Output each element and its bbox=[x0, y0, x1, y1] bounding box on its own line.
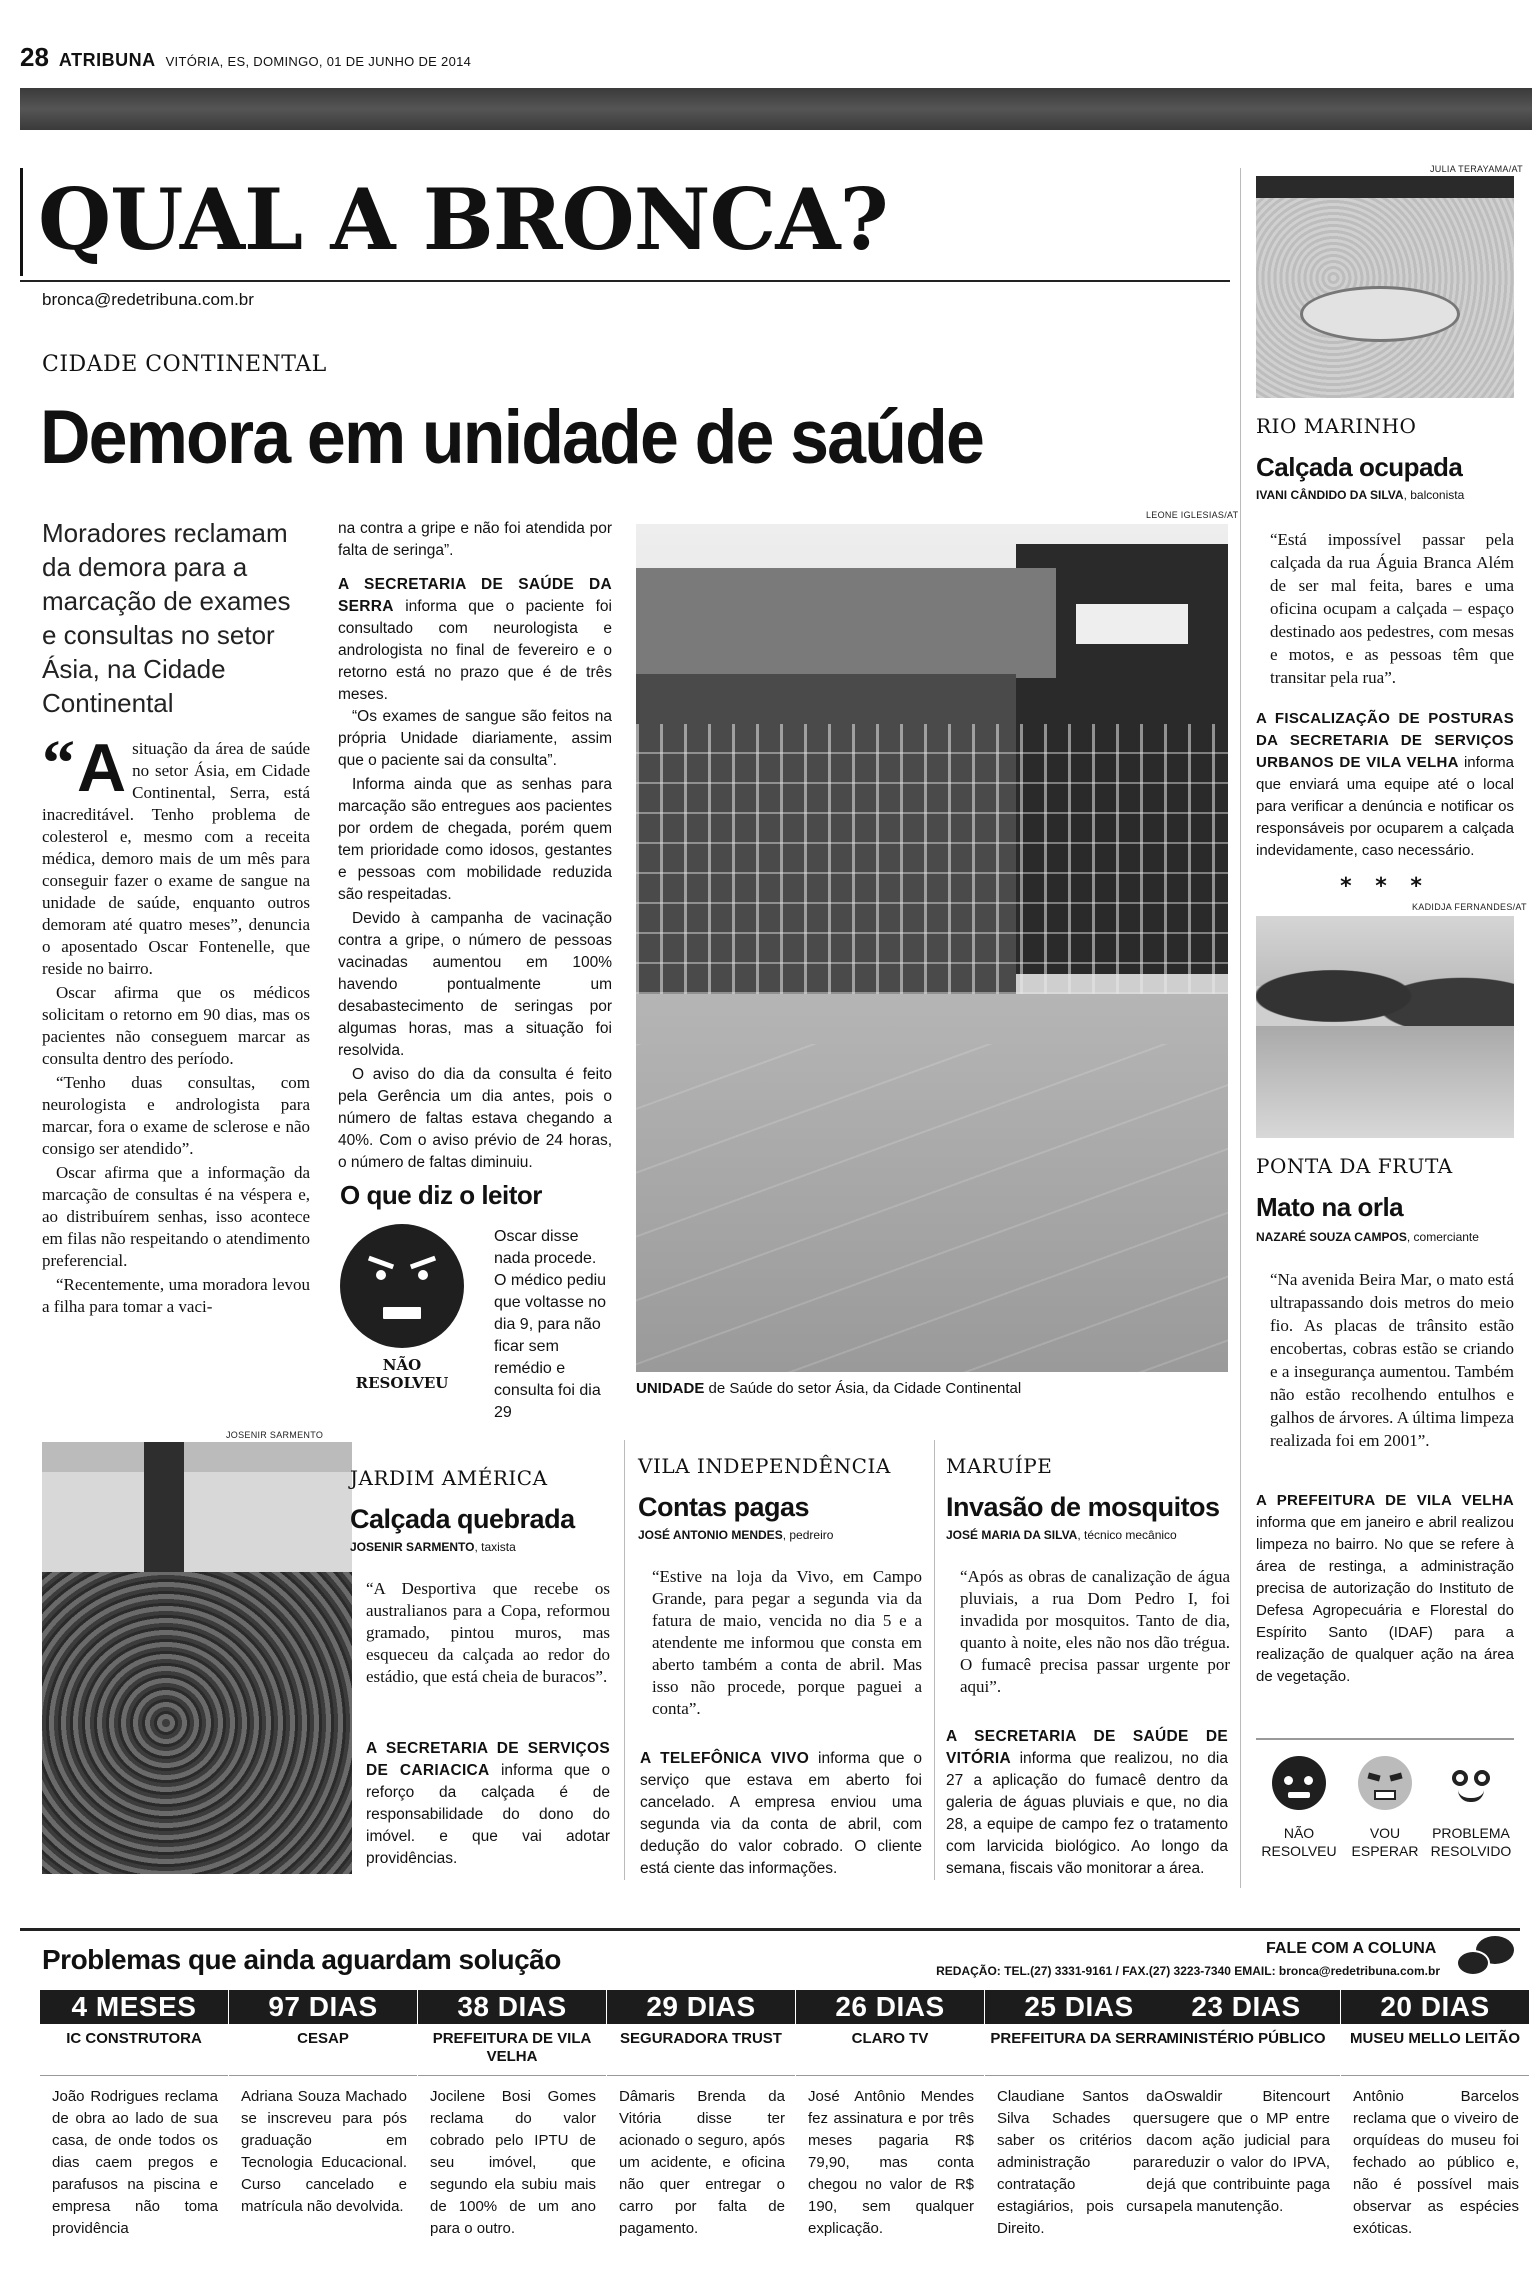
maruipe-lead: A SECRETARIA DE SAÚDE DE VITÓRIA bbox=[946, 1728, 1228, 1767]
main-headline: Demora em unidade de saúde bbox=[40, 395, 983, 480]
legend-label-wait: VOU ESPERAR bbox=[1351, 1825, 1419, 1859]
problem-days: 38 DIAS bbox=[418, 1990, 606, 2024]
problem-text: João Rodrigues reclama de obra ao lado de sua casa, de onde todos os dias caem pregos e parafusos na piscina e empresa não toma providência bbox=[52, 2088, 218, 2237]
col1-first-paragraph: “ A situação da área de saúde no setor Ásia, em Cidade Continental, Serra, está inacreditável. Tenho problema de colesterol e, mesmo com a receita médica, demoro mais de um mês para conseguir fazer o exame de sangue na unidade de saúde, enquanto outros demoram até quatro meses”, denuncia o aposentado Oscar Fontenelle, que reside no bairro. bbox=[42, 727, 310, 978]
vila-lead: A TELEFÔNICA VIVO bbox=[640, 1750, 810, 1767]
side2-byline: NAZARÉ SOUZA CAMPOS, comerciante bbox=[1256, 1230, 1479, 1244]
main-photo bbox=[636, 524, 1228, 1372]
side2-photo-credit: KADIDJA FERNANDES/AT bbox=[1412, 902, 1527, 912]
problem-days: 25 DIAS bbox=[985, 1990, 1173, 2024]
reader-text: Oscar disse nada procede. O médico pediu que voltasse no dia 9, para não ficar sem remédio e consulta foi dia 29 bbox=[494, 1228, 607, 1421]
side1-section: RIO MARINHO bbox=[1256, 414, 1417, 438]
jardim-lead: A SECRETARIA DE SERVIÇOS DE CARIACICA bbox=[366, 1740, 610, 1779]
column-email: bronca@redetribuna.com.br bbox=[42, 290, 254, 309]
problem-days: 97 DIAS bbox=[229, 1990, 417, 2024]
wait-legend-icon bbox=[1358, 1756, 1412, 1810]
vila-byline: JOSÉ ANTONIO MENDES, pedreiro bbox=[638, 1528, 834, 1542]
reader-title: O que diz o leitor bbox=[340, 1180, 542, 1210]
footer-rule bbox=[20, 1928, 1520, 1931]
not-resolved-legend-icon bbox=[1272, 1756, 1326, 1810]
jardim-photo bbox=[42, 1442, 352, 1874]
main-photo-caption: UNIDADE de Saúde do setor Ásia, da Cidade Continental bbox=[636, 1380, 1022, 1397]
side2-section: PONTA DA FRUTA bbox=[1256, 1154, 1453, 1178]
problem-column bbox=[985, 1990, 1173, 2240]
page-header bbox=[20, 42, 620, 72]
side1-quote: “Está impossível passar pela calçada da rua Águia Branca Além de ser mal feita, bares e uma oficina ocupam a calçada – espaço destinado aos pedestres, com mesas e motos, e as pessoas têm que transitar pela rua”. bbox=[1270, 530, 1514, 687]
side2-response: A PREFEITURA DE VILA VELHA informa que em janeiro e abril realizou limpeza no bairro. No que se refere à área de restinga, a administração precisa de autorização do Instituto de Defesa Agropecuária e Florestal do Espírito Santo (IDAF) para a realização de qualquer ação na área de vegetação. bbox=[1256, 1492, 1514, 1685]
problem-column bbox=[796, 1990, 984, 2240]
problem-org: MUSEU MELLO LEITÃO bbox=[1341, 2024, 1529, 2076]
problem-text: Adriana Souza Machado se inscreveu para pós graduação em Tecnologia Educacional. Curso cancelado e matrícula não devolvida. bbox=[241, 2088, 407, 2215]
problem-column bbox=[1341, 1990, 1529, 2240]
jardim-title: Calçada quebrada bbox=[350, 1504, 575, 1534]
side2-quote: “Na avenida Beira Mar, o mato está ultrapassando dois metros do meio fio. As placas de trânsito estão encobertas, cobras estão se criando e a insegurança aumentou. Também não estão recolhendo entulhos e galhos de árvores. A última limpeza realizada foi em 2001”. bbox=[1270, 1270, 1514, 1450]
main-section: CIDADE CONTINENTAL bbox=[42, 352, 327, 377]
chat-bubbles-icon bbox=[1456, 1936, 1516, 1982]
problem-column bbox=[607, 1990, 795, 2240]
problem-org: MINISTÉRIO PÚBLICO bbox=[1152, 2024, 1340, 2076]
header-bar bbox=[20, 88, 1532, 130]
problem-text: José Antônio Mendes fez assinatura e por três meses pagaria R$ 79,90, mas conta chegou no valor de R$ 190, sem qualquer explicação. bbox=[808, 2088, 974, 2237]
problem-org: IC CONSTRUTORA bbox=[40, 2024, 228, 2076]
problem-days: 23 DIAS bbox=[1152, 1990, 1340, 2024]
side2-photo bbox=[1256, 916, 1514, 1138]
problem-org: CESAP bbox=[229, 2024, 417, 2076]
jardim-photo-credit: JOSENIR SARMENTO bbox=[226, 1430, 324, 1440]
problem-column bbox=[1152, 1990, 1340, 2218]
jardim-quote: “A Desportiva que recebe os australianos para a Copa, reformou gramado, pintou muros, mas esqueceu da calçada ao redor do estádio, que está cheia de buracos”. bbox=[366, 1579, 610, 1686]
legend-rule bbox=[1256, 1738, 1514, 1740]
main-deck: Moradores reclamam da demora para a marcação de exames e consultas no setor Ásia, na Cidade Continental bbox=[42, 518, 291, 718]
page-number: 28 bbox=[20, 42, 49, 72]
col2-paragraph: na contra a gripe e não foi atendida por falta de seringa”. bbox=[338, 520, 612, 559]
vila-response: A TELEFÔNICA VIVO informa que o serviço que estava em aberto foi cancelado. A empresa enviou uma segunda via da conta de abril, com dedução do valor cobrado. O cliente está ciente das informações. bbox=[640, 1750, 923, 1877]
side1-photo-credit: JULIA TERAYAMA/AT bbox=[1430, 164, 1523, 174]
problem-text: Oswaldir Bitencourt sugere que o MP entre com ação judicial para reduzir o valor do IPVA, já que contribuinte paga pela manutenção. bbox=[1164, 2088, 1330, 2215]
col2-paragraph: Devido à campanha de vacinação contra a gripe, o número de pessoas vacinadas aumentou em 100% havendo pontualmente um desabastecimento de seringas por algumas horas, mas a situação foi resolvida. bbox=[338, 910, 612, 1059]
maruipe-response: A SECRETARIA DE SAÚDE DE VITÓRIA informa que realizou, no dia 27 a aplicação do fumacê dentro da galeria de águas pluviais e que, no dia 28, a equipe de campo fez o tratamento com larvicida biológico. Ao longo da semana, fiscais vão monitorar a área. bbox=[946, 1728, 1228, 1877]
paper-name: ATRIBUNA bbox=[58, 50, 156, 70]
problem-org: PREFEITURA DE VILA VELHA bbox=[418, 2024, 606, 2076]
problem-column bbox=[40, 1990, 228, 2240]
col2-paragraph: Informa ainda que as senhas para marcação são entregues aos pacientes por ordem de chegada, porém quem tem prioridade como idosos, gestantes e pessoas com mobilidade reduzida são respeitadas. bbox=[338, 776, 612, 903]
jardim-byline: JOSENIR SARMENTO, taxista bbox=[350, 1540, 516, 1554]
main-photo-credit: LEONE IGLESIAS/AT bbox=[1146, 510, 1239, 520]
not-resolved-face-icon bbox=[340, 1224, 464, 1348]
side1-response: A FISCALIZAÇÃO DE POSTURAS DA SECRETARIA DE SERVIÇOS URBANOS DE VILA VELHA informa que enviará uma equipe até o local para verificar a denúncia e notificar os responsáveis por ocuparem a calçada indevidamente, caso necessário. bbox=[1256, 710, 1514, 859]
problem-days: 4 MESES bbox=[40, 1990, 228, 2024]
column-title: QUAL A BRONCA? bbox=[38, 170, 888, 269]
dropcap: A bbox=[77, 730, 127, 806]
vila-title: Contas pagas bbox=[638, 1492, 810, 1522]
vila-section: VILA INDEPENDÊNCIA bbox=[638, 1454, 891, 1478]
legend bbox=[1256, 1752, 1514, 1872]
resolved-legend-icon bbox=[1444, 1756, 1498, 1810]
main-col1 bbox=[42, 727, 310, 1320]
side-separator: * * * bbox=[1340, 874, 1430, 899]
maruipe-title: Invasão de mosquitos bbox=[946, 1492, 1220, 1522]
col2-paragraph: O aviso do dia da consulta é feito pela Gerência um dia antes, pois o número de faltas estava chegando a 40%. Com o aviso prévio de 24 horas, o número de faltas diminuiu. bbox=[338, 1066, 612, 1171]
problem-text: Dâmaris Brenda da Vitória disse ter acionado o seguro, após um acidente, e oficina não quer entregar o carro por falta de pagamento. bbox=[619, 2088, 785, 2237]
maruipe-quote: “Após as obras de canalização de água pluviais, a rua Dom Pedro I, foi invadida por mosquitos. Tanto de dia, quanto à noite, eles não nos dão trégua. O fumacê precisa passar urgente por aqui”. bbox=[960, 1567, 1230, 1696]
side2-lead: A PREFEITURA DE VILA VELHA bbox=[1256, 1492, 1514, 1509]
footer-contact-title: FALE COM A COLUNA bbox=[1266, 1940, 1437, 1957]
side1-title: Calçada ocupada bbox=[1256, 452, 1463, 482]
title-underline bbox=[20, 280, 1230, 282]
col2-paragraph: “Os exames de sangue são feitos na própria Unidade diariamente, assim que o paciente sai da consulta”. bbox=[338, 708, 612, 769]
side2-title: Mato na orla bbox=[1256, 1192, 1404, 1222]
jardim-response: A SECRETARIA DE SERVIÇOS DE CARIACICA informa que o reforço da calçada é de responsabilidade do dono do imóvel. e que vai adotar providências. bbox=[366, 1740, 610, 1867]
col1-paragraph: “Tenho duas consultas, com neurologista e andrologista para marcar, fora o exame de sclerose e não consigo ser atendido”. bbox=[42, 1073, 310, 1158]
maruipe-section: MARUÍPE bbox=[946, 1454, 1053, 1478]
sidebar-divider bbox=[1240, 168, 1241, 1888]
reader-status: NÃO RESOLVEU bbox=[355, 1356, 449, 1392]
row2-divider bbox=[934, 1440, 935, 1880]
problem-days: 26 DIAS bbox=[796, 1990, 984, 2024]
row2-divider bbox=[624, 1440, 625, 1880]
title-rule bbox=[20, 168, 23, 276]
problem-text: Jocilene Bosi Gomes reclama do valor cobrado pelo IPTU de seu imóvel, que segundo ela subiu mais de 100% de um ano para o outro. bbox=[430, 2088, 596, 2237]
col1-paragraph: Oscar afirma que a informação da marcação de consultas é na véspera e, ao distribuírem senhas, isso acontece em filas não respeitando o atendimento preferencial. bbox=[42, 1163, 310, 1270]
dateline: VITÓRIA, ES, DOMINGO, 01 DE JUNHO DE 2014 bbox=[165, 54, 472, 69]
problem-org: PREFEITURA DA SERRA bbox=[985, 2024, 1173, 2076]
problem-column bbox=[418, 1990, 606, 2240]
col2-response: A SECRETARIA DE SAÚDE DA SERRA informa que o paciente foi consultado com neurologista e andrologista no final de fevereiro e o retorno está no prazo que é de três meses. bbox=[338, 576, 612, 703]
maruipe-byline: JOSÉ MARIA DA SILVA, técnico mecânico bbox=[946, 1528, 1177, 1542]
footer-title: Problemas que ainda aguardam solução bbox=[42, 1944, 561, 1975]
problem-org: CLARO TV bbox=[796, 2024, 984, 2076]
legend-label-not-resolved: NÃO RESOLVEU bbox=[1261, 1825, 1337, 1859]
problem-days: 29 DIAS bbox=[607, 1990, 795, 2024]
col2-lead: A SECRETARIA DE SAÚDE DA SERRA bbox=[338, 576, 612, 615]
problem-text: Claudiane Santos da Silva Schades quer saber os critérios da administração para contratação de estagiários, pois cursa Direito. bbox=[997, 2088, 1163, 2237]
problem-text: Antônio Barcelos reclama que o viveiro de orquídeas do museu foi fechado ao público e, não é possível mais observar as espécies exóticas. bbox=[1353, 2088, 1519, 2237]
legend-label-resolved: PROBLEMA RESOLVIDO bbox=[1430, 1825, 1512, 1859]
side1-byline: IVANI CÂNDIDO DA SILVA, balconista bbox=[1256, 488, 1465, 502]
main-col2 bbox=[338, 518, 612, 1176]
col1-paragraph: “Recentemente, uma moradora levou a filha para tomar a vaci- bbox=[42, 1275, 310, 1316]
footer-contact-line: REDAÇÃO: TEL.(27) 3331-9161 / FAX.(27) 3223-7340 EMAIL: bronca@redetribuna.com.br bbox=[936, 1964, 1440, 1978]
vila-quote: “Estive na loja da Vivo, em Campo Grande, para pegar a segunda via da fatura de maio, vencida no dia 5 e a atendente me informou que consta em aberto também a conta de abril. Mas isso não procede, porque paguei a conta”. bbox=[652, 1567, 922, 1718]
col1-paragraph: Oscar afirma que os médicos solicitam o retorno em 90 dias, mas os pacientes não conseguem marcar as consulta dentro des período. bbox=[42, 983, 310, 1068]
side1-photo bbox=[1256, 176, 1514, 398]
problem-org: SEGURADORA TRUST bbox=[607, 2024, 795, 2076]
problem-column bbox=[229, 1990, 417, 2218]
jardim-section: JARDIM AMÉRICA bbox=[350, 1466, 548, 1490]
quote-mark: “ bbox=[42, 727, 75, 800]
side1-lead: A FISCALIZAÇÃO DE POSTURAS DA SECRETARIA DE SERVIÇOS URBANOS DE VILA VELHA bbox=[1256, 710, 1514, 771]
problem-days: 20 DIAS bbox=[1341, 1990, 1529, 2024]
